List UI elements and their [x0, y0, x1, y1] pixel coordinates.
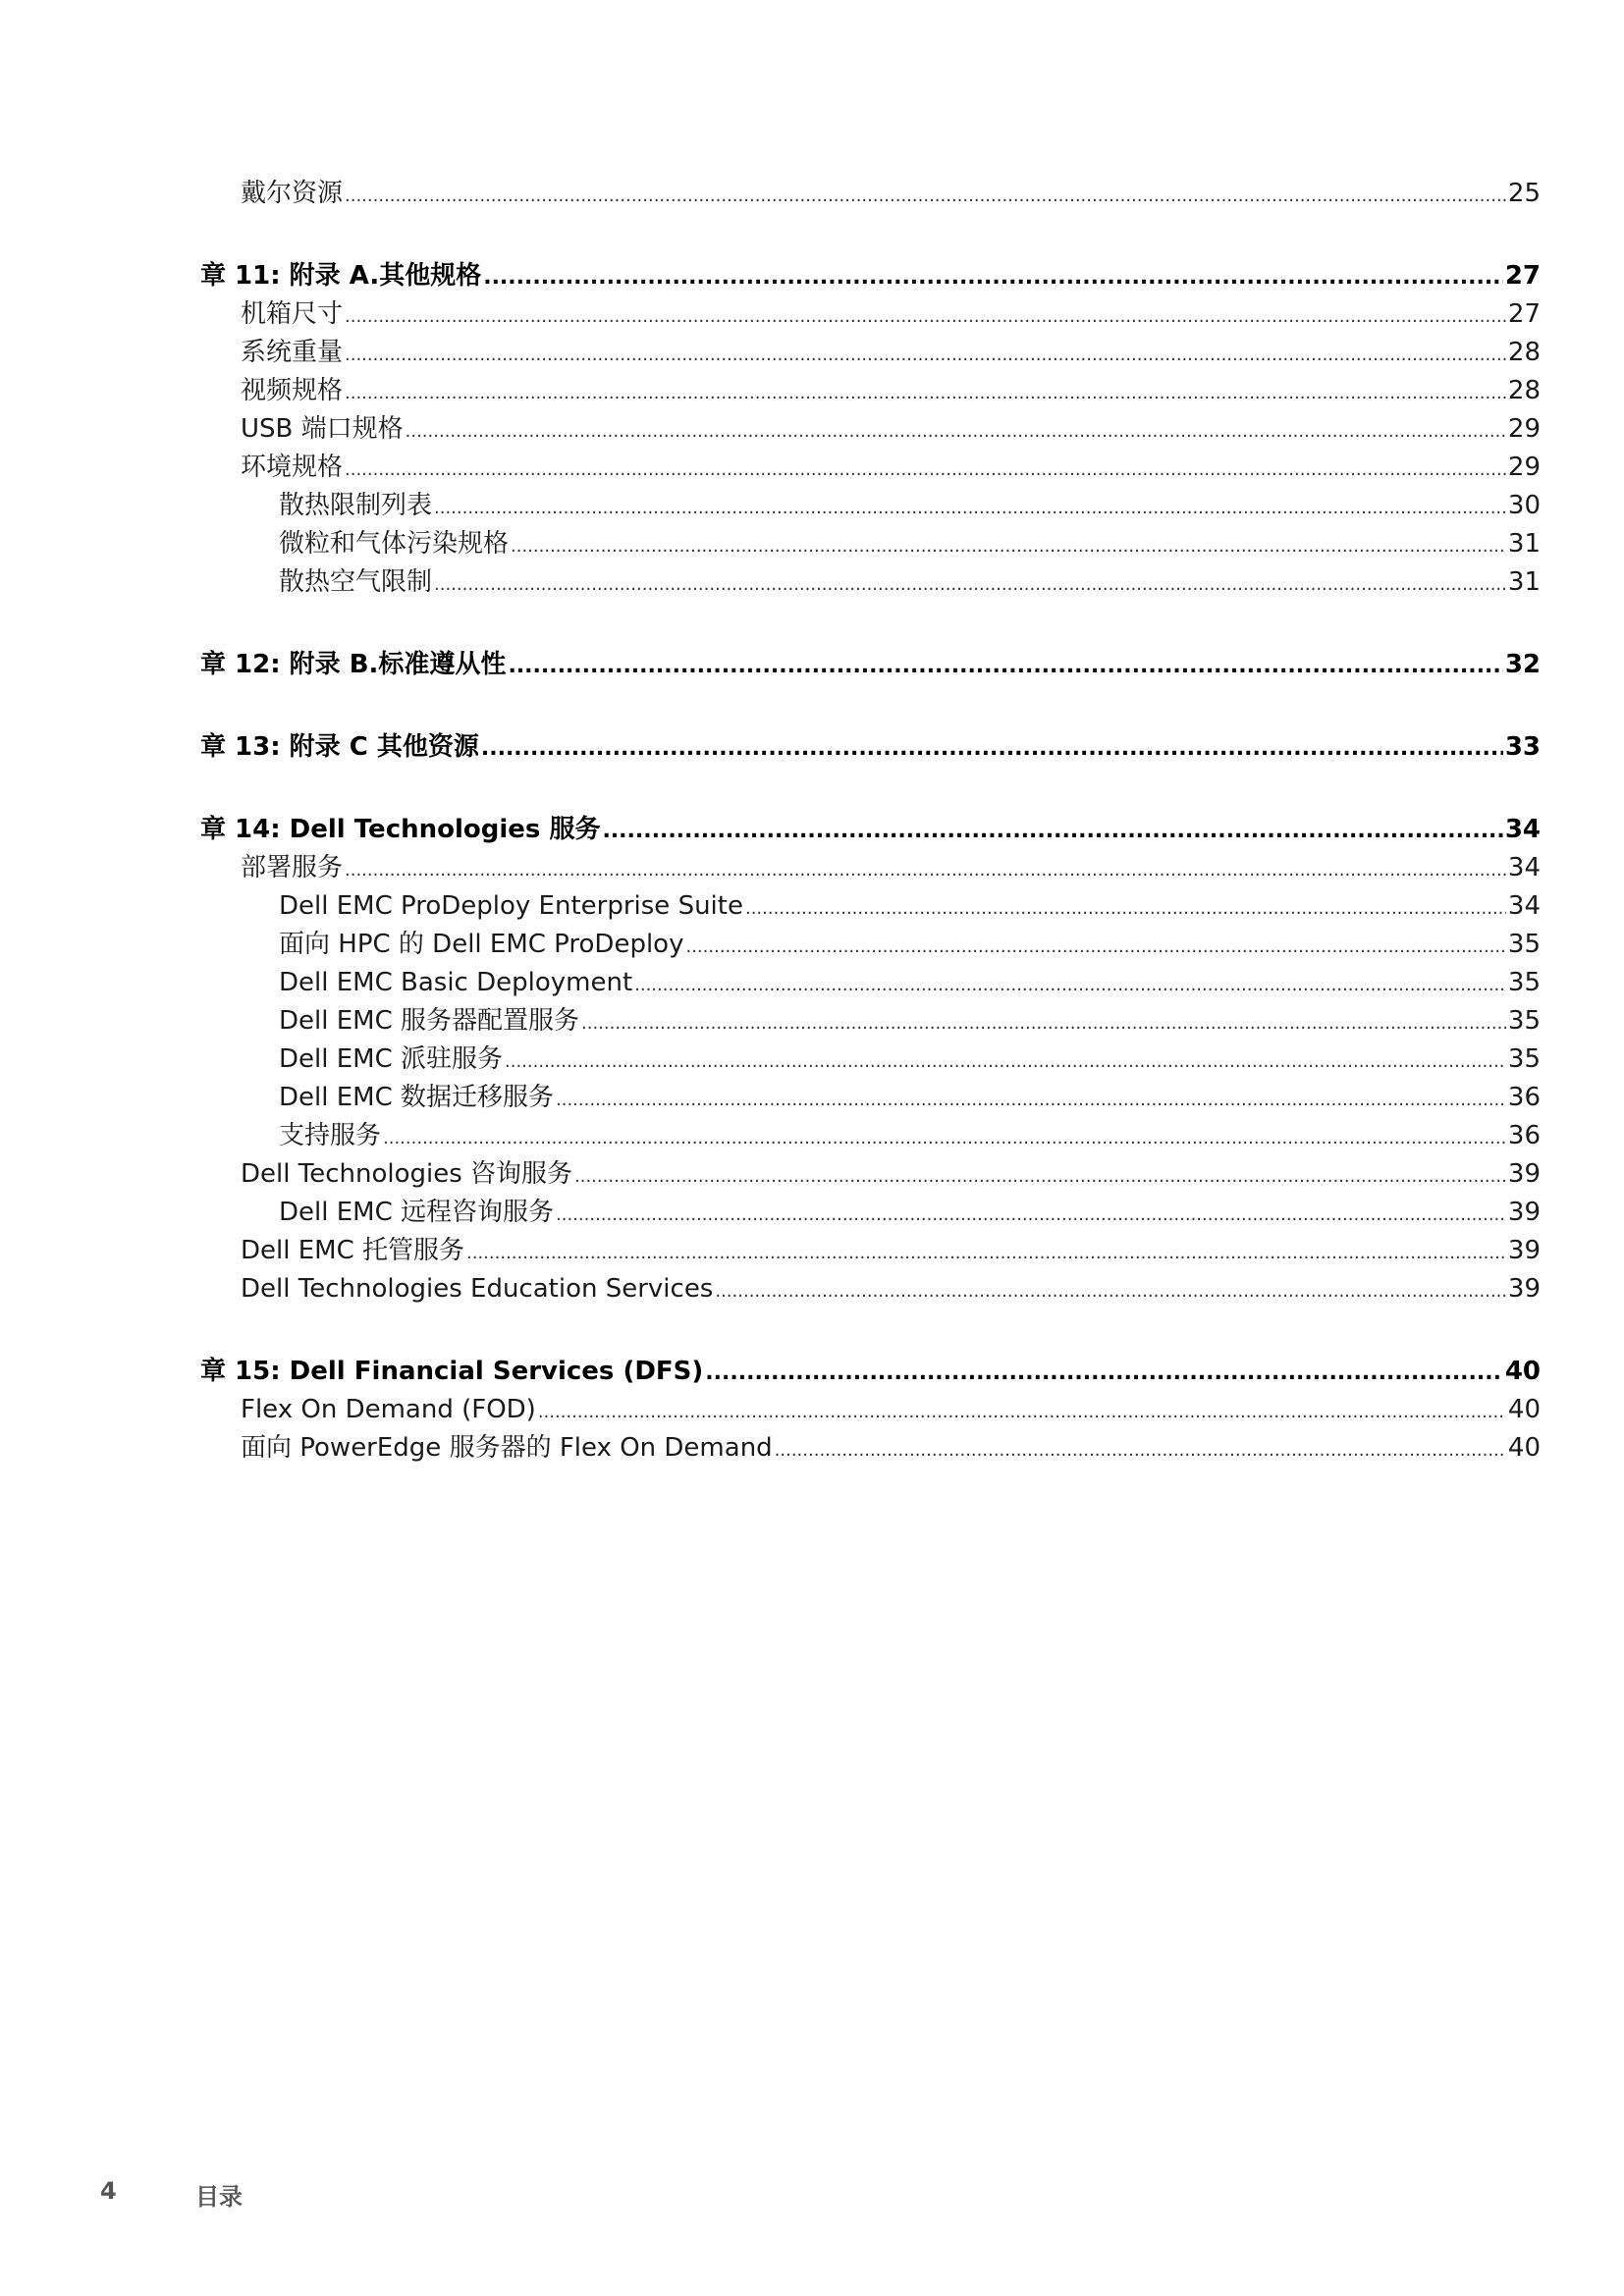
table-of-contents — [200, 0, 1541, 2296]
toc-entry-page: 34 — [1507, 891, 1541, 921]
toc-entry-title: 章 12: 附录 B.标准遵从性 — [200, 650, 507, 679]
toc-entry-title: 部署服务 — [241, 853, 344, 882]
toc-entry-page: 27 — [1504, 261, 1541, 291]
toc-entry-title: Dell EMC 远程咨询服务 — [279, 1198, 555, 1227]
toc-chapter-entry[interactable] — [200, 259, 1541, 294]
toc-entry-page: 28 — [1507, 338, 1541, 367]
toc-leader-dots — [775, 1434, 1506, 1468]
toc-leader-dots — [715, 1275, 1506, 1308]
toc-entry-title: 支持服务 — [279, 1121, 382, 1150]
toc-subentry[interactable] — [200, 1119, 1541, 1155]
toc-entry-title: 散热空气限制 — [279, 567, 433, 597]
toc-entry-page: 34 — [1507, 853, 1541, 882]
toc-leader-dots — [466, 1237, 1506, 1270]
toc-chapter-entry[interactable] — [200, 648, 1541, 683]
toc-entry-title: 系统重量 — [241, 338, 344, 367]
toc-entry-page: 40 — [1504, 1357, 1541, 1386]
toc-subentry[interactable] — [200, 928, 1541, 964]
toc-leader-dots — [508, 650, 1502, 683]
toc-entry-page: 33 — [1504, 732, 1541, 762]
toc-leader-dots — [556, 1084, 1506, 1117]
toc-entry-page: 29 — [1507, 453, 1541, 482]
toc-leader-dots — [345, 854, 1506, 887]
toc-leader-dots — [345, 454, 1506, 487]
toc-leader-dots — [574, 1160, 1506, 1194]
toc-entry-title: Dell Technologies 咨询服务 — [241, 1159, 573, 1189]
toc-entry[interactable] — [200, 1157, 1541, 1194]
toc-chapter-entry[interactable] — [200, 1355, 1541, 1390]
toc-entry-page: 28 — [1507, 376, 1541, 405]
toc-leader-dots — [406, 415, 1506, 449]
toc-entry-page: 27 — [1507, 299, 1541, 329]
toc-leader-dots — [345, 180, 1506, 213]
toc-leader-dots — [685, 931, 1505, 964]
toc-entry[interactable] — [200, 1234, 1541, 1270]
toc-entry-page: 35 — [1507, 1006, 1541, 1036]
toc-entry[interactable] — [200, 851, 1541, 887]
toc-entry[interactable] — [200, 1431, 1541, 1468]
toc-entry-title: 章 13: 附录 C 其他资源 — [200, 732, 479, 762]
toc-entry-title: 戴尔资源 — [241, 179, 344, 208]
toc-entry-title: 视频规格 — [241, 376, 344, 405]
toc-leader-dots — [434, 492, 1506, 525]
toc-subentry[interactable] — [200, 1004, 1541, 1041]
toc-entry[interactable] — [200, 374, 1541, 410]
toc-subentry[interactable] — [200, 489, 1541, 525]
toc-entry-title: Dell EMC ProDeploy Enterprise Suite — [279, 891, 743, 921]
toc-leader-dots — [345, 300, 1506, 334]
toc-entry-page: 31 — [1507, 567, 1541, 597]
footer-page-number: 4 — [100, 2177, 117, 2205]
toc-entry-page: 32 — [1504, 650, 1541, 679]
toc-leader-dots — [581, 1007, 1506, 1041]
toc-entry-page: 36 — [1507, 1083, 1541, 1112]
toc-entry-title: Dell EMC 派驻服务 — [279, 1044, 504, 1074]
toc-entry[interactable] — [200, 412, 1541, 449]
toc-entry[interactable] — [200, 451, 1541, 487]
toc-entry-title: USB 端口规格 — [241, 414, 404, 444]
toc-subentry[interactable] — [200, 565, 1541, 602]
toc-entry[interactable] — [200, 177, 1541, 213]
toc-entry-title: 面向 HPC 的 Dell EMC ProDeploy — [279, 930, 684, 959]
toc-entry[interactable] — [200, 1393, 1541, 1429]
toc-entry-title: 机箱尺寸 — [241, 299, 344, 329]
toc-subentry[interactable] — [200, 1081, 1541, 1117]
toc-entry-title: 环境规格 — [241, 453, 344, 482]
toc-entry-page: 40 — [1507, 1433, 1541, 1463]
toc-entry-title: Dell Technologies Education Services — [241, 1274, 714, 1304]
toc-leader-dots — [602, 815, 1502, 848]
toc-entry-title: 章 14: Dell Technologies 服务 — [200, 815, 601, 844]
toc-leader-dots — [511, 530, 1506, 563]
toc-entry-title: Dell EMC Basic Deployment — [279, 968, 633, 997]
toc-subentry[interactable] — [200, 966, 1541, 1002]
toc-entry-title: Dell EMC 服务器配置服务 — [279, 1006, 580, 1036]
toc-leader-dots — [538, 1396, 1506, 1429]
toc-entry-title: 散热限制列表 — [279, 491, 433, 520]
toc-leader-dots — [556, 1199, 1506, 1232]
toc-entry[interactable] — [200, 1272, 1541, 1308]
toc-leader-dots — [434, 568, 1506, 602]
toc-entry-title: 章 11: 附录 A.其他规格 — [200, 261, 482, 291]
toc-entry-page: 30 — [1507, 491, 1541, 520]
toc-entry-page: 25 — [1507, 179, 1541, 208]
toc-entry-title: 章 15: Dell Financial Services (DFS) — [200, 1357, 704, 1386]
toc-entry-page: 39 — [1507, 1159, 1541, 1189]
toc-entry-title: 微粒和气体污染规格 — [279, 529, 510, 559]
toc-subentry[interactable] — [200, 889, 1541, 926]
toc-leader-dots — [483, 261, 1503, 294]
toc-leader-dots — [745, 892, 1506, 926]
toc-entry-page: 35 — [1507, 1044, 1541, 1074]
toc-entry-title: Dell EMC 数据迁移服务 — [279, 1083, 555, 1112]
toc-leader-dots — [481, 732, 1503, 766]
toc-entry-page: 39 — [1507, 1198, 1541, 1227]
toc-entry-page: 40 — [1507, 1395, 1541, 1424]
toc-leader-dots — [345, 339, 1506, 372]
toc-entry-page: 34 — [1504, 815, 1541, 844]
toc-leader-dots — [505, 1045, 1506, 1079]
toc-chapter-entry[interactable] — [200, 730, 1541, 766]
toc-entry-page: 29 — [1507, 414, 1541, 444]
toc-entry-page: 39 — [1507, 1274, 1541, 1304]
toc-entry[interactable] — [200, 297, 1541, 334]
toc-entry-page: 39 — [1507, 1236, 1541, 1265]
toc-entry[interactable] — [200, 336, 1541, 372]
toc-entry-title: Dell EMC 托管服务 — [241, 1236, 465, 1265]
toc-leader-dots — [705, 1357, 1503, 1390]
footer-section-title: 目录 — [195, 2183, 243, 2211]
toc-leader-dots — [383, 1122, 1506, 1155]
toc-entry-page: 35 — [1507, 930, 1541, 959]
toc-leader-dots — [634, 969, 1506, 1002]
toc-leader-dots — [345, 377, 1506, 410]
toc-entry-title: Flex On Demand (FOD) — [241, 1395, 536, 1424]
toc-entry-page: 31 — [1507, 529, 1541, 559]
toc-subentry[interactable] — [200, 1042, 1541, 1079]
toc-subentry[interactable] — [200, 1196, 1541, 1232]
toc-entry-page: 35 — [1507, 968, 1541, 997]
toc-entry-page: 36 — [1507, 1121, 1541, 1150]
toc-subentry[interactable] — [200, 527, 1541, 563]
toc-entry-title: 面向 PowerEdge 服务器的 Flex On Demand — [241, 1433, 773, 1463]
toc-chapter-entry[interactable] — [200, 813, 1541, 848]
